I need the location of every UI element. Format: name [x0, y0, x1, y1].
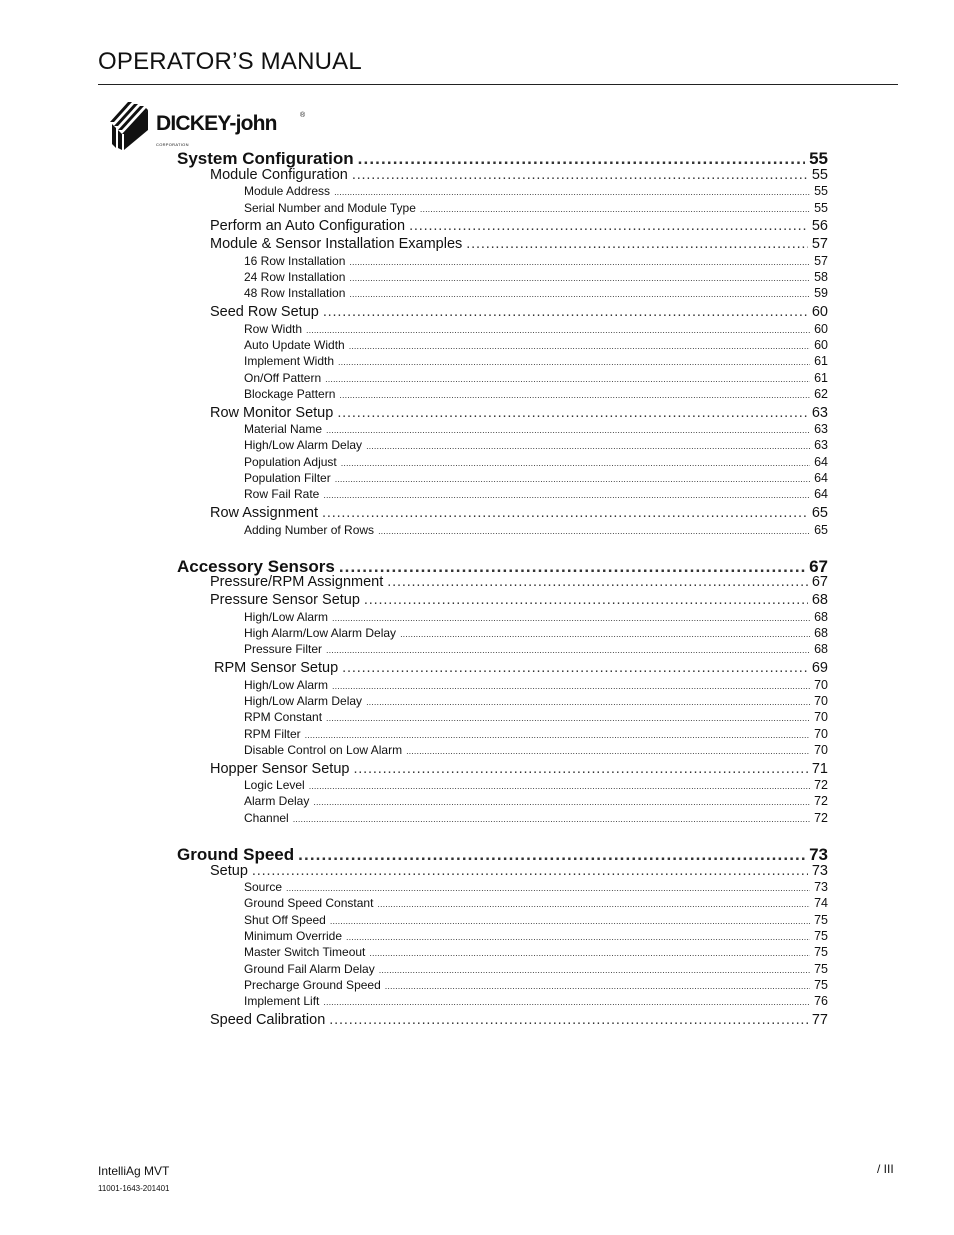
toc-entry-level-3[interactable] — [244, 678, 828, 694]
toc-entry-label: Row Assignment — [210, 505, 318, 522]
toc-entry-label: High/Low Alarm — [244, 609, 329, 624]
toc-entry-page: 72 — [814, 794, 828, 809]
toc-dot-leader — [306, 322, 810, 336]
toc-entry-label: High/Low Alarm Delay — [244, 438, 363, 453]
toc-entry-label: Pressure/RPM Assignment — [210, 574, 384, 591]
toc-dot-leader — [337, 405, 808, 421]
toc-dot-leader — [252, 863, 808, 879]
toc-entry-page: 68 — [814, 626, 828, 640]
toc-entry-level-2[interactable] — [210, 574, 828, 592]
toc-entry-label: Disable Control on Low Alarm — [244, 742, 403, 757]
toc-entry-label: Row Width — [244, 321, 303, 336]
toc-entry-page: 64 — [814, 454, 828, 469]
toc-entry-level-3[interactable] — [244, 642, 828, 658]
toc-entry-page: 60 — [814, 337, 828, 352]
toc-entry-page: 74 — [814, 896, 828, 911]
toc-entry-page: 72 — [814, 810, 828, 825]
toc-entry-label: Module Address — [244, 184, 331, 199]
toc-entry-page: 67 — [809, 556, 828, 576]
toc-entry-page: 70 — [814, 742, 828, 757]
toc-dot-leader — [338, 354, 810, 368]
toc-entry-page: 65 — [814, 522, 828, 537]
toc-entry-level-3[interactable] — [244, 422, 828, 438]
toc-entry-label: 48 Row Installation — [244, 286, 346, 301]
toc-entry-page: 58 — [814, 270, 828, 284]
toc-entry-level-3[interactable] — [244, 778, 828, 794]
toc-entry-level-2[interactable] — [210, 761, 828, 779]
toc-dot-leader — [326, 710, 810, 724]
toc-entry-label: Shut Off Speed — [244, 912, 326, 927]
toc-entry-label: Blockage Pattern — [244, 386, 336, 401]
toc-entry-label: High/Low Alarm Delay — [244, 693, 363, 708]
toc-entry-label: Minimum Override — [244, 928, 343, 943]
toc-dot-leader — [349, 254, 810, 268]
toc-entry-level-3[interactable] — [244, 811, 828, 827]
toc-dot-leader — [366, 694, 810, 708]
toc-entry-level-2[interactable] — [210, 863, 828, 881]
toc-entry-label: Population Filter — [244, 471, 331, 485]
toc-entry-page: 73 — [811, 862, 828, 879]
toc-entry-page: 75 — [814, 977, 828, 992]
toc-dot-leader — [364, 592, 808, 608]
toc-entry-level-3[interactable] — [244, 184, 828, 200]
logo-wordmark: DICKEY-john — [156, 112, 277, 135]
toc-dot-leader — [378, 523, 810, 537]
toc-entry-label: Source — [244, 880, 283, 894]
toc-entry-page: 71 — [811, 760, 828, 777]
toc-entry-label: On/Off Pattern — [244, 370, 322, 385]
toc-entry-level-3[interactable] — [244, 455, 828, 471]
toc-entry-label: Ground Speed Constant — [244, 896, 374, 911]
toc-dot-leader — [406, 743, 810, 757]
toc-dot-leader — [352, 167, 808, 183]
toc-entry-level-2[interactable] — [210, 167, 828, 185]
toc-entry-page: 63 — [814, 438, 828, 453]
toc-entry-page: 65 — [811, 505, 828, 522]
toc-entry-label: Pressure Sensor Setup — [210, 592, 360, 609]
footer-page-number: / III — [877, 1162, 894, 1176]
toc-dot-leader — [326, 642, 810, 656]
toc-entry-label: RPM Filter — [244, 726, 301, 741]
toc-entry-page: 77 — [811, 1011, 828, 1028]
toc-entry-page: 55 — [811, 166, 828, 183]
toc-entry-level-3[interactable] — [244, 727, 828, 743]
toc-dot-leader — [377, 896, 810, 910]
toc-entry-page: 70 — [814, 710, 828, 725]
toc-entry-level-3[interactable] — [244, 354, 828, 370]
toc-entry-level-2[interactable] — [210, 236, 828, 254]
toc-entry-page: 61 — [814, 370, 828, 385]
toc-entry-label: Hopper Sensor Setup — [210, 760, 350, 777]
toc-entry-page: 55 — [814, 200, 828, 215]
toc-dot-leader — [349, 270, 810, 284]
toc-entry-level-3[interactable] — [244, 896, 828, 912]
toc-entry-page: 68 — [814, 609, 828, 624]
toc-entry-label: Accessory Sensors — [177, 556, 335, 576]
toc-dot-leader — [323, 304, 808, 320]
toc-entry-page: 64 — [814, 487, 828, 502]
toc-entry-label: Implement Lift — [244, 994, 320, 1009]
toc-entry-label: Ground Fail Alarm Delay — [244, 961, 375, 976]
toc-entry-label: Implement Width — [244, 354, 335, 369]
toc-entry-label: System Configuration — [177, 149, 354, 168]
toc-dot-leader — [323, 487, 810, 501]
toc-entry-label: RPM Constant — [244, 710, 323, 725]
toc-entry-level-3[interactable] — [244, 694, 828, 710]
toc-entry-page: 55 — [809, 149, 828, 168]
toc-dot-leader — [420, 201, 810, 215]
toc-entry-page: 59 — [814, 286, 828, 301]
toc-entry-label: 24 Row Installation — [244, 270, 346, 284]
toc-dot-leader — [323, 994, 810, 1008]
toc-entry-level-3[interactable] — [244, 743, 828, 759]
toc-entry-label: Logic Level — [244, 778, 305, 793]
toc-dot-leader — [466, 236, 808, 252]
toc-dot-leader — [366, 438, 810, 452]
dickey-john-logo — [108, 100, 318, 152]
toc-entry-label: Auto Update Width — [244, 337, 345, 352]
toc-entry-level-3[interactable] — [244, 880, 828, 896]
toc-dot-leader — [349, 286, 810, 300]
toc-entry-page: 57 — [814, 253, 828, 268]
toc-entry-page: 63 — [811, 404, 828, 421]
toc-entry-label: Master Switch Timeout — [244, 945, 366, 960]
toc-dot-leader — [313, 794, 810, 808]
toc-dot-leader — [349, 338, 810, 352]
toc-entry-level-3[interactable] — [244, 929, 828, 945]
toc-entry-level-2[interactable] — [210, 304, 828, 322]
toc-entry-page: 72 — [814, 778, 828, 793]
toc-entry-label: Speed Calibration — [210, 1011, 326, 1028]
toc-dot-leader — [369, 945, 810, 959]
toc-entry-level-3[interactable] — [244, 338, 828, 354]
footer-product-name: IntelliAg MVT — [98, 1164, 170, 1178]
toc-entry-label: Row Fail Rate — [244, 487, 320, 502]
toc-dot-leader — [346, 929, 810, 943]
toc-entry-page: 68 — [811, 592, 828, 609]
toc-dot-leader — [341, 455, 810, 469]
toc-entry-label: Seed Row Setup — [210, 304, 319, 321]
toc-entry-page: 64 — [814, 471, 828, 485]
toc-entry-label: Adding Number of Rows — [244, 522, 375, 537]
toc-entry-page: 57 — [811, 236, 828, 253]
toc-dot-leader — [385, 978, 810, 992]
toc-dot-leader — [342, 660, 808, 676]
toc-entry-level-3[interactable] — [244, 387, 828, 403]
toc-entry-page: 70 — [814, 693, 828, 708]
toc-entry-level-3[interactable] — [244, 978, 828, 994]
toc-entry-level-2[interactable] — [210, 1012, 828, 1030]
toc-entry-level-2[interactable] — [210, 592, 828, 610]
toc-dot-leader — [353, 761, 807, 777]
toc-entry-level-3[interactable] — [244, 254, 828, 270]
toc-entry-page: 61 — [814, 354, 828, 369]
toc-entry-label: Material Name — [244, 422, 323, 437]
toc-dot-leader — [387, 574, 808, 590]
toc-entry-page: 76 — [814, 994, 828, 1009]
toc-entry-label: Module & Sensor Installation Examples — [210, 236, 463, 253]
toc-entry-page: 60 — [814, 321, 828, 336]
toc-entry-page: 60 — [811, 304, 828, 321]
toc-dot-leader — [335, 471, 810, 485]
toc-entry-page: 70 — [814, 726, 828, 741]
toc-dot-leader — [305, 727, 810, 741]
toc-entry-level-3[interactable] — [244, 610, 828, 626]
toc-dot-leader — [409, 218, 808, 234]
toc-entry-level-3[interactable] — [244, 201, 828, 217]
toc-entry-level-3[interactable] — [244, 438, 828, 454]
toc-entry-level-3[interactable] — [244, 471, 828, 487]
toc-entry-page: 73 — [814, 880, 828, 894]
toc-entry-label: Ground Speed — [177, 844, 295, 864]
toc-entry-label: Perform an Auto Configuration — [210, 218, 406, 235]
toc-dot-leader — [309, 778, 810, 792]
toc-dot-leader — [379, 962, 810, 976]
header-divider — [98, 84, 898, 85]
toc-entry-page: 75 — [814, 928, 828, 943]
toc-dot-leader — [339, 387, 810, 401]
toc-entry-page: 73 — [809, 844, 828, 864]
toc-entry-page: 62 — [814, 386, 828, 401]
toc-entry-level-2[interactable] — [210, 505, 828, 523]
toc-entry-level-3[interactable] — [244, 371, 828, 387]
toc-dot-leader — [286, 880, 810, 894]
toc-entry-level-3[interactable] — [244, 523, 828, 539]
toc-dot-leader — [400, 626, 810, 640]
toc-entry-label: High Alarm/Low Alarm Delay — [244, 626, 397, 640]
toc-entry-label: Alarm Delay — [244, 794, 310, 809]
toc-entry-label: Population Adjust — [244, 454, 337, 469]
toc-dot-leader — [325, 371, 810, 385]
toc-dot-leader — [293, 811, 810, 825]
toc-dot-leader — [332, 610, 810, 624]
toc-entry-level-3[interactable] — [244, 487, 828, 503]
toc-entry-page: 75 — [814, 912, 828, 927]
toc-dot-leader — [326, 422, 810, 436]
toc-entry-page: 69 — [811, 660, 828, 677]
toc-entry-page: 67 — [811, 574, 828, 591]
toc-dot-leader — [334, 184, 810, 198]
toc-entry-level-2[interactable] — [210, 405, 828, 423]
toc-entry-level-3[interactable] — [244, 945, 828, 961]
toc-entry-page: 75 — [814, 961, 828, 976]
toc-entry-page: 70 — [814, 677, 828, 692]
toc-entry-label: Setup — [210, 862, 248, 879]
toc-dot-leader — [330, 913, 810, 927]
toc-entry-level-3[interactable] — [244, 710, 828, 726]
toc-entry-label: Channel — [244, 810, 289, 825]
page-header-title: OPERATOR’S MANUAL — [98, 48, 362, 75]
toc-entry-level-3[interactable] — [244, 286, 828, 302]
toc-entry-level-3[interactable] — [244, 626, 828, 642]
logo-registered-mark: ® — [300, 112, 306, 119]
logo-stripes-icon — [108, 100, 152, 150]
logo-corporation: CORPORATION — [156, 142, 189, 147]
toc-entry-level-3[interactable] — [244, 270, 828, 286]
toc-entry-page: 63 — [814, 422, 828, 437]
toc-entry-level-3[interactable] — [244, 962, 828, 978]
toc-entry-level-3[interactable] — [244, 913, 828, 929]
toc-entry-label: Serial Number and Module Type — [244, 200, 416, 215]
toc-dot-leader — [322, 505, 808, 521]
toc-entry-level-3[interactable] — [244, 994, 828, 1010]
toc-entry-page: 75 — [814, 945, 828, 960]
toc-entry-level-2[interactable] — [210, 660, 828, 678]
toc-entry-level-2[interactable] — [210, 218, 828, 236]
toc-dot-leader — [329, 1012, 808, 1028]
toc-entry-label: RPM Sensor Setup — [210, 660, 339, 677]
toc-entry-page: 55 — [814, 184, 828, 199]
toc-entry-page: 68 — [814, 642, 828, 657]
footer-document-code: 11001-1643-201401 — [98, 1184, 170, 1193]
toc-entry-label: 16 Row Installation — [244, 253, 346, 268]
toc-entry-label: Row Monitor Setup — [210, 404, 334, 421]
toc-entry-page: 56 — [811, 218, 828, 235]
toc-dot-leader — [332, 678, 810, 692]
toc-entry-label: Pressure Filter — [244, 642, 323, 657]
toc-entry-label: High/Low Alarm — [244, 677, 329, 692]
toc-entry-level-3[interactable] — [244, 794, 828, 810]
toc-entry-label: Precharge Ground Speed — [244, 977, 381, 992]
toc-entry-level-3[interactable] — [244, 322, 828, 338]
toc-entry-label: Module Configuration — [210, 166, 348, 183]
